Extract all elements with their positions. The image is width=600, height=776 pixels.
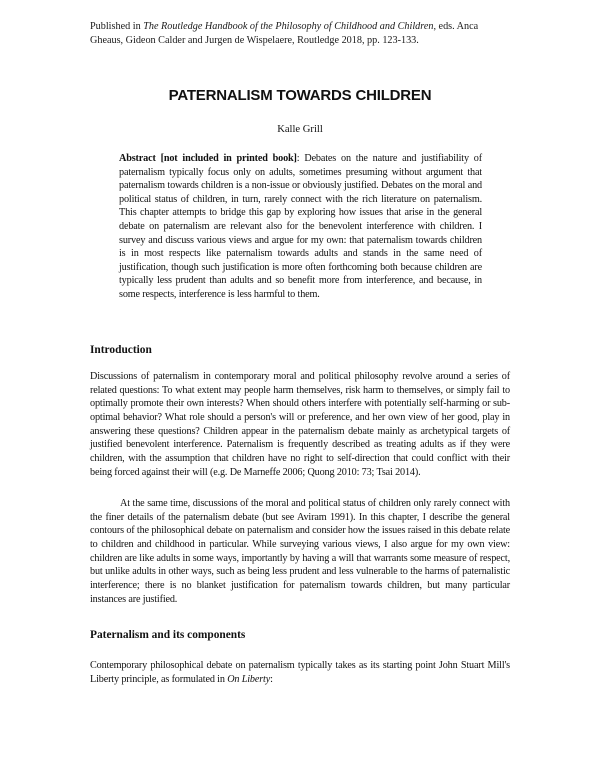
section-heading-components: Paternalism and its components xyxy=(90,629,246,641)
section-heading-introduction: Introduction xyxy=(90,344,152,356)
on-liberty-title: On Liberty xyxy=(227,673,271,685)
paper-title: PATERNALISM TOWARDS CHILDREN xyxy=(168,87,432,104)
abstract-label: Abstract [not included in printed book] xyxy=(119,153,297,164)
book-title: The Routledge Handbook of the Philosophy of Childhood and Children xyxy=(143,21,434,32)
introduction-paragraph-1: Discussions of paternalism in contemporary moral and political philosophy revolve around a series of related questions: To what extent may people harm themselves, risk harm to themselves, or simply fail to optimally promote their own interests? When should others interfere with potentially self-harming or sub-optimal behavior? What role should a person's will or preference, and her own view of her good, play in answering these questions? Children appear in the paternalism debate mainly as archetypical targets of justified benevolent interference. Paternalism is frequently described as treating adults as if they were children, with the assumption that children have no right to self-direction that could conflict with their being forced against their will (e.g. De Marneffe 2006; Quong 2010: 73; Tsai 2014). xyxy=(90,371,510,478)
author-name: Kalle Grill xyxy=(277,124,323,135)
publication-note: Published in The Routledge Handbook of the Philosophy of Childhood and Children, eds. Anca Gheaus, Gideon Calder and Jurgen de Wispelaere, Routledge 2018, pp. 123-133. xyxy=(90,21,479,46)
components-paragraph-1: Contemporary philosophical debate on paternalism typically takes as its starting point John Stuart Mill's Liberty principle, as formulated in On Liberty: xyxy=(90,660,510,685)
introduction-paragraph-2: At the same time, discussions of the moral and political status of children only rarely connect with the finer details of the paternalism debate (but see Aviram 1991). In this chapter, I describe the general contours of the philosophical debate on paternalism and consider how the issues raised in this debate relate to children and childhood in particular. While surveying various views, I also argue for my own view: children are like adults in some ways, importantly by having a will that warrants some measure of respect, but unlike adults in other ways, such as being less prudent and less vulnerable to the harms of paternalistic interference; there is no blanket justification for paternalism towards children, but many particular instances are justified. xyxy=(90,498,510,605)
abstract xyxy=(119,152,482,302)
abstract-text: : Debates on the nature and justifiability of paternalism typically focus only on adults, sometimes presuming without argument that paternalism towards children is a non-issue or obviously justified. Debates on the moral and political status of children, in turn, rarely connect with the rich literature on paternalism. This chapter attempts to bridge this gap by exploring how issues that arise in the general debate on paternalism are relevant also for the benevolent interference with children. I survey and discuss various views and argue for my own: that paternalism towards children is in most respects like paternalism towards adults and stands in the same need of justification, though such justification is more often forthcoming both because children are typically less prudent than adults and so benefit more from interference, and because, in some respects, interference is less harmful to them. xyxy=(119,153,482,300)
